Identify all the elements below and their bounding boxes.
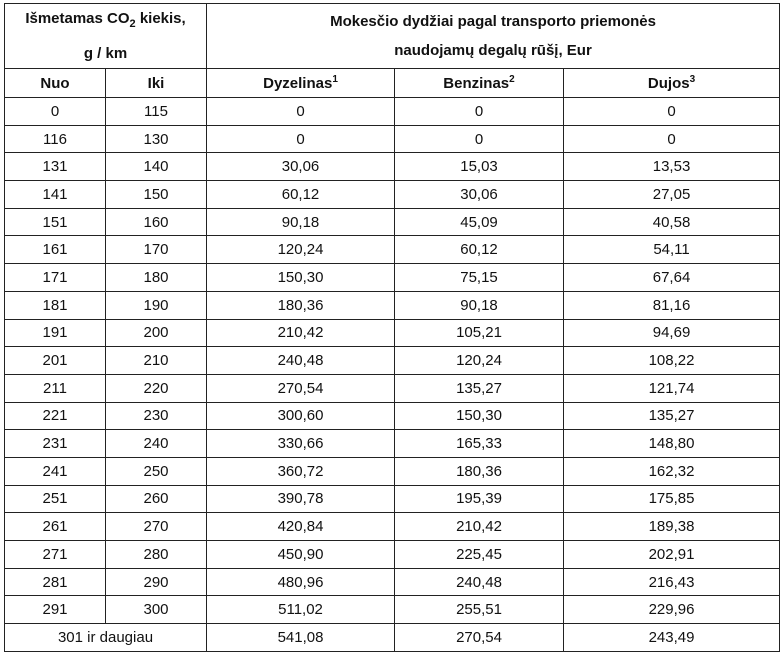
emission-title: Išmetamas $CO_2$ kiekis,: [25, 10, 186, 30]
cell-diesel: 360,72: [207, 457, 395, 485]
cell-gas: 121,74: [564, 374, 780, 402]
table-row: [5, 596, 780, 624]
cell-from: 131: [5, 153, 106, 181]
cell-petrol: 15,03: [395, 153, 564, 181]
cell-from: 171: [5, 264, 106, 292]
cell-to: 250: [106, 457, 207, 485]
cell-diesel: 330,66: [207, 430, 395, 458]
cell-to: 300: [106, 596, 207, 624]
cell-petrol: 225,45: [395, 541, 564, 569]
cell-petrol: 60,12: [395, 236, 564, 264]
cell-from: 241: [5, 457, 106, 485]
cell-petrol: 90,18: [395, 291, 564, 319]
petrol-footnote-mark: 2: [509, 74, 515, 85]
cell-petrol: 180,36: [395, 457, 564, 485]
cell-gas: 27,05: [564, 181, 780, 209]
cell-petrol: 195,39: [395, 485, 564, 513]
cell-petrol: 75,15: [395, 264, 564, 292]
cell-to: 170: [106, 236, 207, 264]
cell-petrol: 30,06: [395, 181, 564, 209]
cell-from: 141: [5, 181, 106, 209]
cell-diesel: 240,48: [207, 347, 395, 375]
co2-tax-table: [4, 3, 780, 652]
tax-header: [207, 4, 780, 69]
table-row: [5, 541, 780, 569]
table-row: [5, 236, 780, 264]
table-row: [5, 319, 780, 347]
cell-diesel: 450,90: [207, 541, 395, 569]
cell-from: 201: [5, 347, 106, 375]
table-row: [5, 374, 780, 402]
table-row: [5, 125, 780, 153]
cell-gas: 108,22: [564, 347, 780, 375]
cell-from: 181: [5, 291, 106, 319]
cell-from: 271: [5, 541, 106, 569]
cell-petrol: 0: [395, 125, 564, 153]
cell-petrol: 120,24: [395, 347, 564, 375]
cell-to: 290: [106, 568, 207, 596]
emission-header: [5, 4, 207, 69]
cell-gas: 189,38: [564, 513, 780, 541]
cell-gas: 40,58: [564, 208, 780, 236]
cell-from: 291: [5, 596, 106, 624]
cell-range-open: 301 ir daugiau: [5, 624, 207, 652]
tax-title-line2: naudojamų degalų rūšį, Eur: [394, 42, 592, 59]
cell-diesel: 0: [207, 98, 395, 126]
cell-to: 220: [106, 374, 207, 402]
cell-diesel: 180,36: [207, 291, 395, 319]
table-row-last: [5, 624, 780, 652]
cell-diesel: 420,84: [207, 513, 395, 541]
cell-gas: 243,49: [564, 624, 780, 652]
cell-to: 115: [106, 98, 207, 126]
cell-from: 0: [5, 98, 106, 126]
cell-gas: 94,69: [564, 319, 780, 347]
cell-from: 211: [5, 374, 106, 402]
cell-from: 231: [5, 430, 106, 458]
cell-from: 191: [5, 319, 106, 347]
cell-from: 281: [5, 568, 106, 596]
cell-diesel: 120,24: [207, 236, 395, 264]
cell-from: 261: [5, 513, 106, 541]
cell-gas: 202,91: [564, 541, 780, 569]
header-row-columns: [5, 69, 780, 98]
cell-to: 280: [106, 541, 207, 569]
table-row: [5, 485, 780, 513]
column-from: Nuo: [5, 69, 106, 98]
cell-gas: 229,96: [564, 596, 780, 624]
cell-petrol: 0: [395, 98, 564, 126]
cell-to: 210: [106, 347, 207, 375]
cell-diesel: 480,96: [207, 568, 395, 596]
cell-gas: 135,27: [564, 402, 780, 430]
cell-diesel: 30,06: [207, 153, 395, 181]
cell-petrol: 135,27: [395, 374, 564, 402]
cell-from: 151: [5, 208, 106, 236]
table-row: [5, 208, 780, 236]
table-row: [5, 430, 780, 458]
emission-unit: g / km: [83, 45, 128, 62]
cell-diesel: 390,78: [207, 485, 395, 513]
cell-diesel: 90,18: [207, 208, 395, 236]
cell-from: 251: [5, 485, 106, 513]
cell-diesel: 270,54: [207, 374, 395, 402]
cell-diesel: 300,60: [207, 402, 395, 430]
cell-diesel: 511,02: [207, 596, 395, 624]
table-row: [5, 181, 780, 209]
cell-gas: 13,53: [564, 153, 780, 181]
table-body: [5, 98, 780, 624]
cell-petrol: 270,54: [395, 624, 564, 652]
cell-to: 240: [106, 430, 207, 458]
table-row: [5, 402, 780, 430]
cell-diesel: 60,12: [207, 181, 395, 209]
table-row: [5, 457, 780, 485]
cell-gas: 162,32: [564, 457, 780, 485]
table-row: [5, 153, 780, 181]
cell-petrol: 105,21: [395, 319, 564, 347]
tax-title-line1: Mokesčio dydžiai pagal transporto priemonės: [330, 13, 656, 30]
cell-to: 260: [106, 485, 207, 513]
column-diesel: Dyzelinas$^1$: [207, 69, 395, 98]
column-to: Iki: [106, 69, 207, 98]
cell-gas: 54,11: [564, 236, 780, 264]
table-row: [5, 98, 780, 126]
cell-to: 160: [106, 208, 207, 236]
column-petrol: Benzinas$^2$: [395, 69, 564, 98]
cell-to: 140: [106, 153, 207, 181]
cell-to: 270: [106, 513, 207, 541]
cell-petrol: 165,33: [395, 430, 564, 458]
cell-gas: 81,16: [564, 291, 780, 319]
cell-to: 190: [106, 291, 207, 319]
cell-diesel: 541,08: [207, 624, 395, 652]
table-row: [5, 568, 780, 596]
cell-petrol: 45,09: [395, 208, 564, 236]
cell-petrol: 150,30: [395, 402, 564, 430]
table-row: [5, 264, 780, 292]
cell-diesel: 210,42: [207, 319, 395, 347]
cell-gas: 0: [564, 98, 780, 126]
cell-gas: 0: [564, 125, 780, 153]
table-row: [5, 291, 780, 319]
table-row: [5, 513, 780, 541]
cell-from: 116: [5, 125, 106, 153]
cell-diesel: 150,30: [207, 264, 395, 292]
column-gas: Dujos$^3$: [564, 69, 780, 98]
diesel-footnote-mark: 1: [332, 74, 338, 85]
table-row: [5, 347, 780, 375]
gas-footnote-mark: 3: [689, 74, 696, 85]
cell-to: 230: [106, 402, 207, 430]
cell-petrol: 240,48: [395, 568, 564, 596]
cell-to: 180: [106, 264, 207, 292]
cell-gas: 67,64: [564, 264, 780, 292]
cell-to: 150: [106, 181, 207, 209]
cell-gas: 216,43: [564, 568, 780, 596]
cell-gas: 175,85: [564, 485, 780, 513]
header-row-top: [5, 4, 780, 69]
cell-to: 130: [106, 125, 207, 153]
cell-diesel: 0: [207, 125, 395, 153]
cell-gas: 148,80: [564, 430, 780, 458]
cell-to: 200: [106, 319, 207, 347]
cell-from: 221: [5, 402, 106, 430]
cell-from: 161: [5, 236, 106, 264]
cell-petrol: 210,42: [395, 513, 564, 541]
cell-petrol: 255,51: [395, 596, 564, 624]
